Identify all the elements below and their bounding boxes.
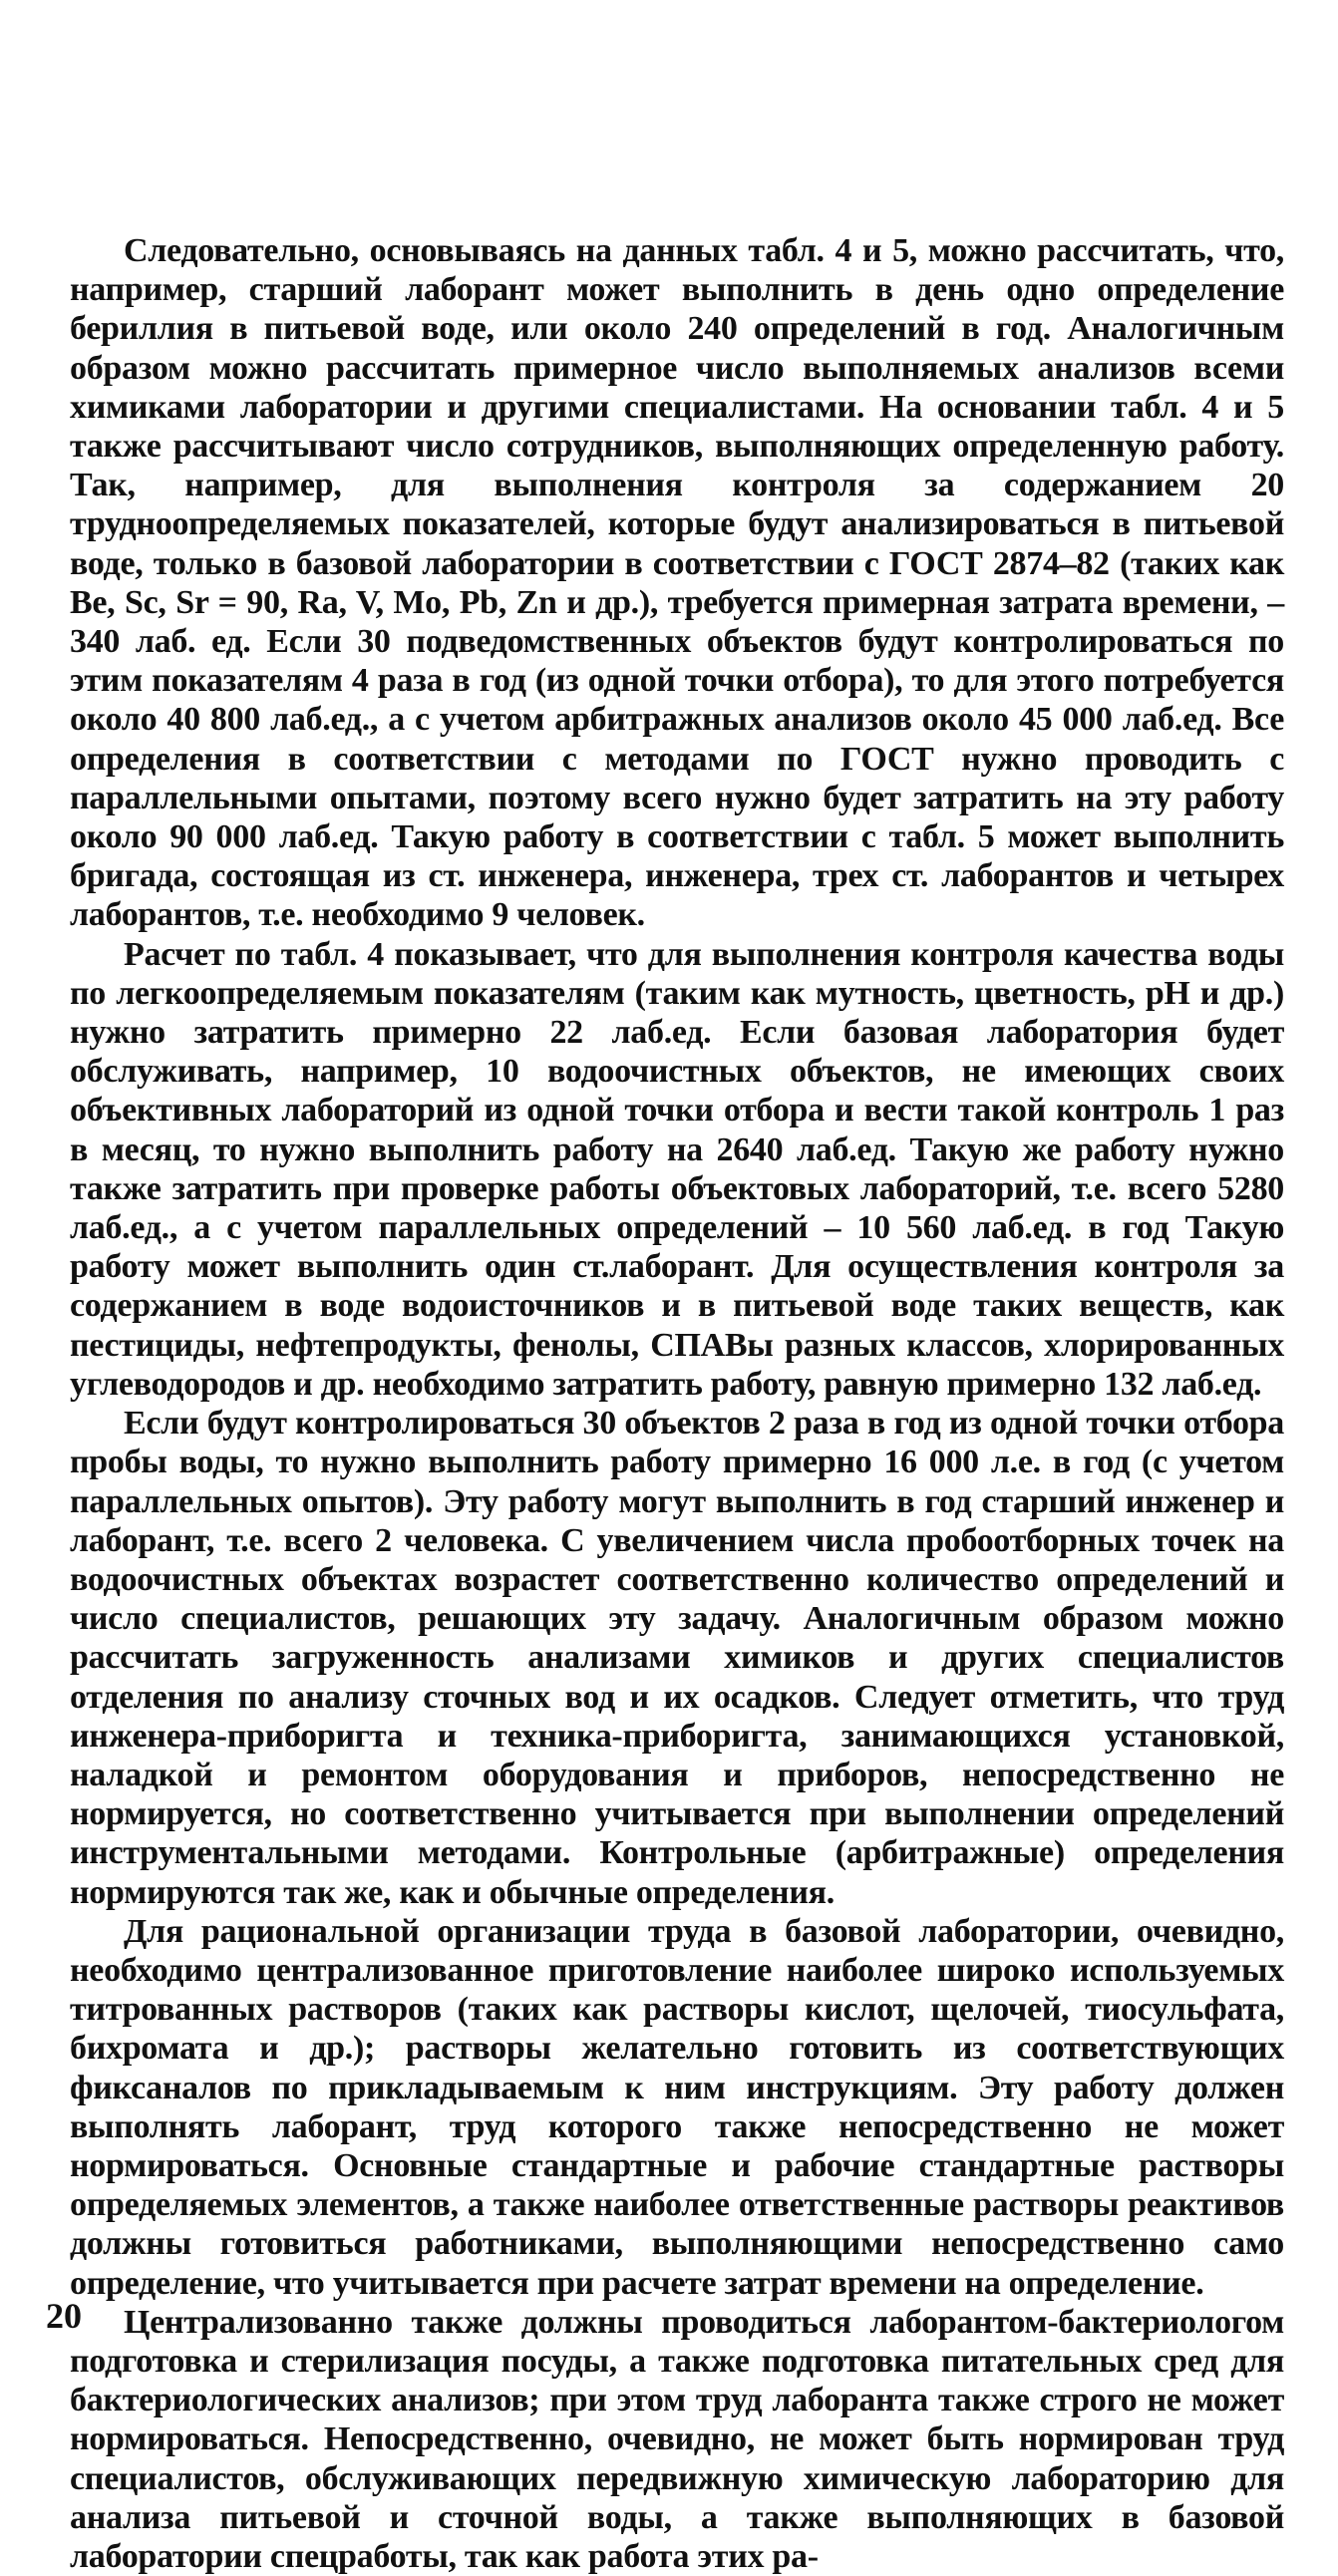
paragraph-4: Для рациональной организации труда в базовой лаборатории, очевидно, необходимо централизованное приготовление наиболее широко используемых титрованных растворов (таких как растворы кислот, щелочей, тиосульфата, бихромата и др.); растворы желательно готовить из соответствующих фиксаналов по прикладываемым к ним инструкциям. Эту работу должен выполнять лаборант, труд которого также непосредственно не может нормироваться. Основные стандартные и рабочие стандартные растворы определяемых элементов, а также наиболее ответственные растворы реактивов должны готовиться работниками, выполняющими непосредственно само определение, что учитывается при расчете затрат времени на определение. — [70, 1912, 1284, 2302]
paragraph-5: Централизованно также должны проводиться лаборантом-бактериологом подготовка и стерилизация посуды, а также подготовка питательных сред для бактериологических анализов; при этом труд лаборанта также строго не может нормироваться. Непосредственно, очевидно, не может быть нормирован труд специалистов, обслуживающих передвижную химическую лабораторию для анализа питьевой и сточной воды, а также выполняющих в базовой лаборатории спецработы, так как работа этих ра- — [70, 2303, 1284, 2575]
paragraph-1: Следовательно, основываясь на данных табл. 4 и 5, можно рассчитать, что, например, старший лаборант может выполнить в день одно определение бериллия в питьевой воде, или около 240 определений в год. Аналогичным образом можно рассчитать примерное число выполняемых анализов всеми химиками лаборатории и другими специалистами. На основании табл. 4 и 5 также рассчитывают число сотрудников, выполняющих определенную работу. Так, например, для выполнения контроля за содержанием 20 трудноопределяемых показателей, которые будут анализироваться в питьевой воде, только в базовой лаборатории в соответствии с ГОСТ 2874–82 (таких как Be, Sc, Sr = 90, Ra, V, Mo, Pb, Zn и др.), требуется примерная затрата времени, – 340 лаб. ед. Если 30 подведомственных объектов будут контролироваться по этим показателям 4 раза в год (из одной точки отбора), то для этого потребуется около 40 800 лаб.ед., а с учетом арбитражных анализов около 45 000 лаб.ед. Все определения в соответствии с методами по ГОСТ нужно проводить с параллельными опытами, поэтому всего нужно будет затратить на эту работу около 90 000 лаб.ед. Такую работу в соответствии с табл. 5 может выполнить бригада, состоящая из ст. инженера, инженера, трех ст. лаборантов и четырех лаборантов, т.е. необходимо 9 человек. — [70, 232, 1284, 934]
page-number: 20 — [46, 2296, 82, 2336]
paragraph-3: Если будут контролироваться 30 объектов 2 раза в год из одной точки отбора пробы воды, то нужно выполнить работу примерно 16 000 л.е. в год (с учетом параллельных опытов). Эту работу могут выполнить в год старший инженер и лаборант, т.е. всего 2 человека. С увеличением числа пробоотборных точек на водоочистных объектах возрастет соответственно количество определений и число специалистов, решающих эту задачу. Аналогичным образом можно рассчитать загруженность анализами химиков и других специалистов отделения по анализу сточных вод и их осадков. Следует отметить, что труд инженера-приборигта и техника-приборигта, занимающихся установкой, наладкой и ремонтом оборудования и приборов, непосредственно не нормируется, но соответственно учитывается при выполнении определений инструментальными методами. Контрольные (арбитражные) определения нормируются так же, как и обычные определения. — [70, 1405, 1284, 1911]
body-text — [70, 231, 1284, 2576]
paragraph-2: Расчет по табл. 4 показывает, что для выполнения контроля качества воды по легкоопределяемым показателям (таким как мутность, цветность, pH и др.) нужно затратить примерно 22 лаб.ед. Если базовая лаборатория будет обслуживать, например, 10 водоочистных объектов, не имеющих своих объективных лабораторий из одной точки отбора и вести такой контроль 1 раз в месяц, то нужно выполнить работу на 2640 лаб.ед. Такую же работу нужно также затратить при проверке работы объектовых лабораторий, т.е. всего 5280 лаб.ед., а с учетом параллельных определений – 10 560 лаб.ед. в год Такую работу может выполнить один ст.лаборант. Для осуществления контроля за содержанием в воде водоисточников и в питьевой воде таких веществ, как пестициды, нефтепродукты, фенолы, СПАВы разных классов, хлорированных углеводородов и др. необходимо затратить работу, равную примерно 132 лаб.ед. — [70, 935, 1284, 1403]
